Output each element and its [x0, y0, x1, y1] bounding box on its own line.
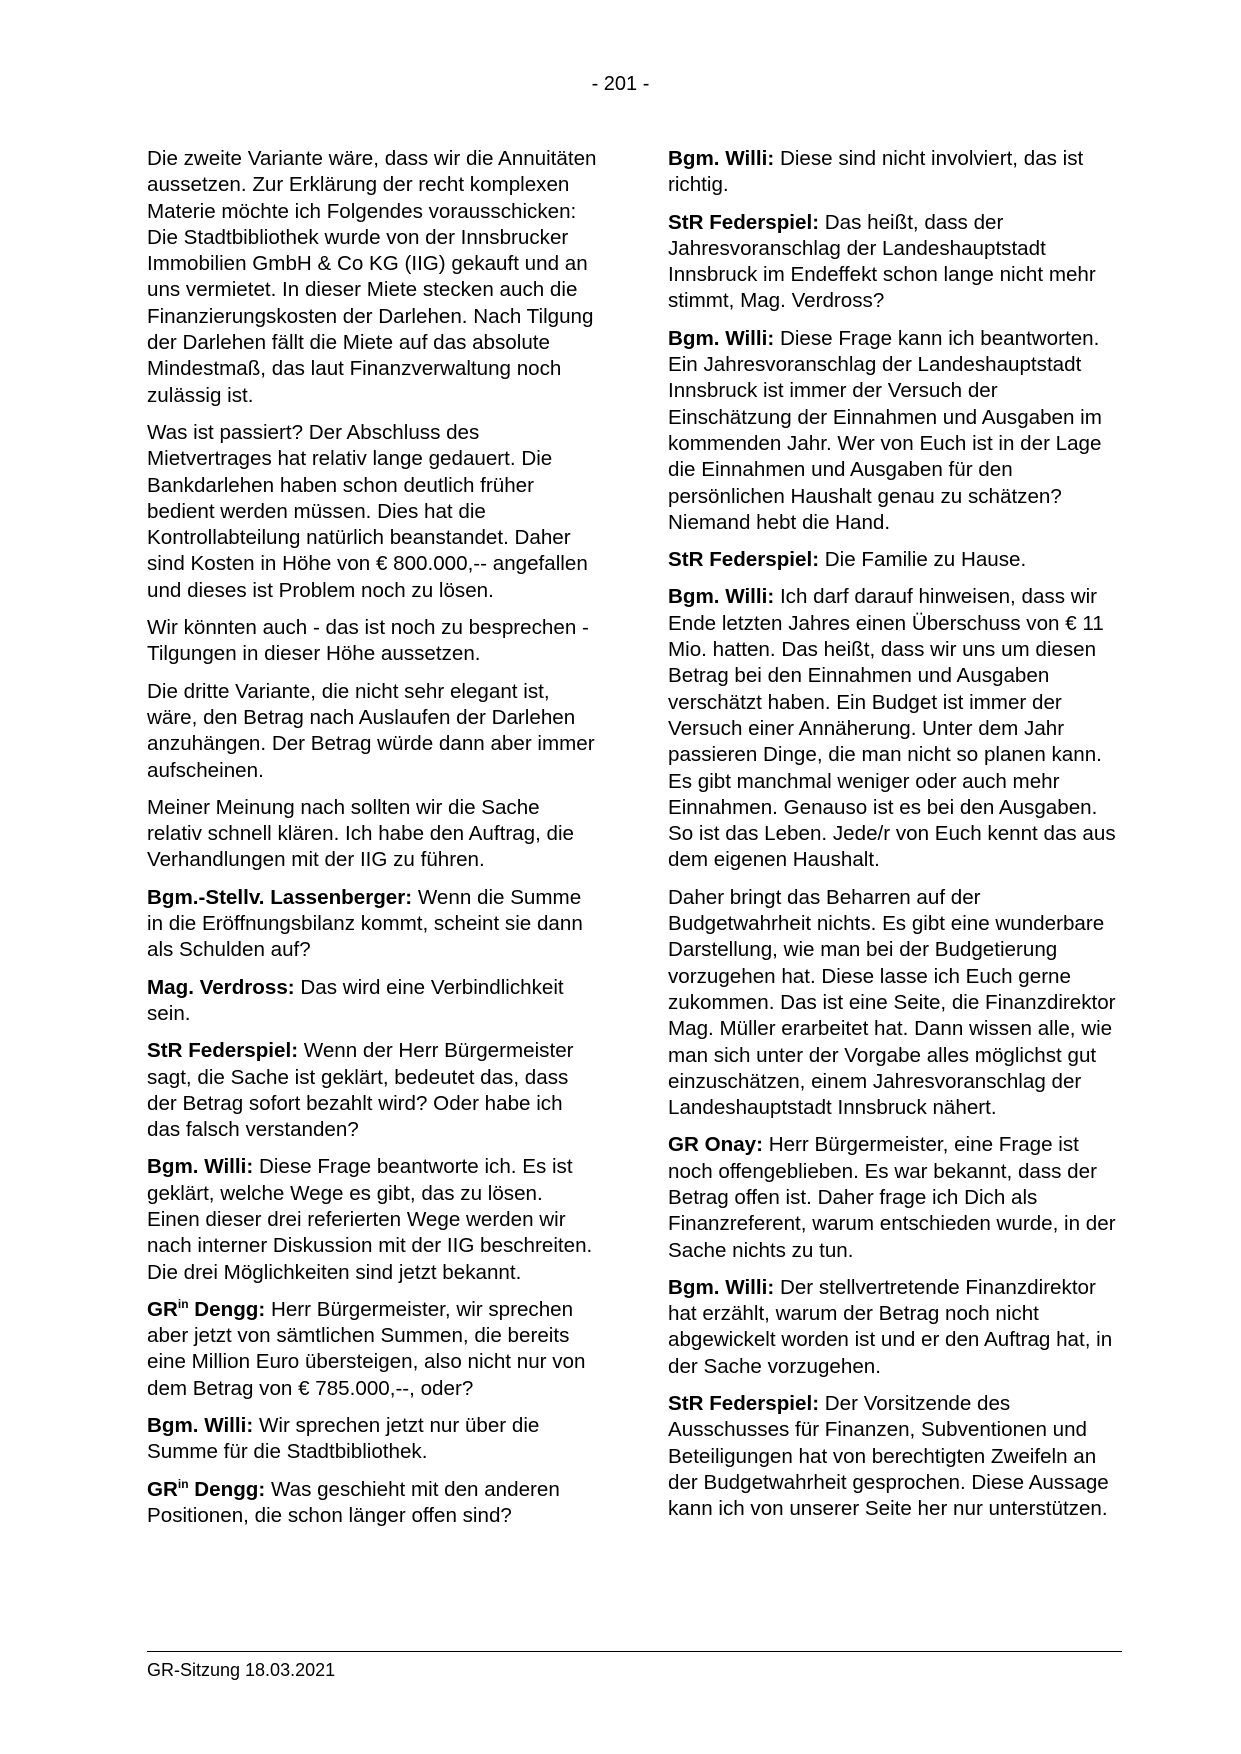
speaker-name: Bgm. Willi: [147, 1414, 254, 1438]
speaker-name: Bgm. Willi: [668, 585, 775, 609]
speech-text: Der Vorsitzende des Ausschusses für Finanzen, Subventionen und Beteiligungen hat von berechtigten Zweifeln an der Budgetwahrheit gesprochen. Diese Aussage kann ich von unserer Seite her nur unterstützen. [668, 1392, 1109, 1521]
speech-paragraph [668, 146, 1120, 199]
speaker-name [147, 1478, 265, 1501]
speaker-title-suffix: in [177, 1476, 189, 1491]
speech-text: Herr Bürgermeister, eine Frage ist noch offengeblieben. Es war bekannt, dass der Betrag offen ist. Daher frage ich Dich als Finanzreferent, warum entschieden wurde, in der Sache nichts zu tun. [668, 1133, 1116, 1262]
speech-text: Ich darf darauf hinweisen, dass wir Ende letzten Jahres einen Überschuss von € 11 Mio. hatten. Das heißt, dass wir uns um diesen Betrag bei den Einnahmen und Ausgaben verschätzt haben. Ein Budget ist immer der Versuch einer Annäherung. Unter dem Jahr passieren Dinge, die man nicht so planen kann. Es gibt manchmal weniger oder auch mehr Einnahmen. Genauso ist es bei den Ausgaben. So ist das Leben. Jede/r von Euch kennt das aus dem eigenen Haushalt. [668, 585, 1116, 872]
speech-paragraph [668, 1391, 1120, 1522]
speech-text: Wenn die Summe in die Eröffnungsbilanz kommt, scheint sie dann als Schulden auf? [147, 885, 583, 962]
speech-text: Das wird eine Verbindlichkeit sein. [147, 975, 564, 1025]
speech-paragraph [147, 1477, 599, 1530]
speaker-surname: Dengg: [188, 1477, 266, 1501]
speaker-surname: Dengg: [188, 1297, 266, 1321]
speech-text: Das heißt, dass der Jahresvoranschlag der Landeshauptstadt Innsbruck im Endeffekt schon lange nicht mehr stimmt, Mag. Verdross? [668, 210, 1096, 313]
speech-paragraph [147, 1038, 599, 1143]
speaker-name: Bgm. Willi: [668, 326, 775, 350]
paragraph [147, 146, 599, 409]
speaker-name: StR Federspiel: [668, 548, 820, 572]
speaker-name: GR Onay: [668, 1133, 763, 1157]
paragraph-text: Die zweite Variante wäre, dass wir die Annuitäten aussetzen. Zur Erklärung der recht komplexen Materie möchte ich Folgendes vorausschicken: Die Stadtbibliothek wurde von der Innsbrucker Immobilien GmbH & Co KG (IIG) gekauft und an uns vermietet. In dieser Miete stecken auch die Finanzierungskosten der Darlehen. Nach Tilgung der Darlehen fällt die Miete auf das absolute Mindestmaß, das laut Finanzverwaltung noch zulässig ist. [147, 147, 597, 407]
speech-paragraph [147, 975, 599, 1028]
left-column [147, 146, 599, 1540]
speech-paragraph [668, 584, 1120, 873]
footer-divider [147, 1651, 1122, 1652]
speech-paragraph [668, 1132, 1120, 1263]
paragraph [147, 420, 599, 604]
paragraph [147, 615, 599, 668]
speaker-title: GR [147, 1477, 178, 1501]
speaker-name: StR Federspiel: [668, 1392, 820, 1416]
speech-text: Diese Frage beantworte ich. Es ist geklärt, welche Wege es gibt, das zu lösen. Einen dieser drei referierten Wege werden wir nach interner Diskussion mit der IIG beschreiten. Die drei Möglichkeiten sind jetzt bekannt. [147, 1155, 593, 1284]
speaker-name: Bgm. Willi: [668, 1275, 775, 1299]
speaker-title: GR [147, 1297, 178, 1321]
paragraph [147, 679, 599, 784]
speaker-title-suffix: in [177, 1297, 189, 1312]
speech-paragraph [668, 547, 1120, 573]
speech-paragraph [668, 1275, 1120, 1380]
speaker-name: Bgm. Willi: [147, 1155, 254, 1179]
speaker-name: Bgm.-Stellv. Lassenberger: [147, 885, 413, 909]
speaker-name: StR Federspiel: [668, 210, 820, 234]
footer-session-date: GR-Sitzung 18.03.2021 [147, 1660, 336, 1680]
speech-text: Diese Frage kann ich beantworten. Ein Jahresvoranschlag der Landeshauptstadt Innsbruck ist immer der Versuch der Einschätzung der Einnahmen und Ausgaben im kommenden Jahr. Wer von Euch ist in der Lage die Einnahmen und Ausgaben für den persönlichen Haushalt genau zu schätzen? Niemand hebt die Hand. [668, 326, 1102, 534]
speech-text: Wenn der Herr Bürgermeister sagt, die Sache ist geklärt, bedeutet das, dass der Betrag sofort bezahlt wird? Oder habe ich das falsch verstanden? [147, 1039, 574, 1142]
speech-text: Herr Bürgermeister, wir sprechen aber jetzt von sämtlichen Summen, die bereits eine Million Euro übersteigen, also nicht nur von dem Betrag von € 785.000,--, oder? [147, 1297, 586, 1400]
page-number: - 201 - [591, 73, 650, 95]
speech-paragraph [668, 210, 1120, 315]
right-column [668, 146, 1120, 1534]
speaker-name: Mag. Verdross: [147, 975, 295, 999]
speech-paragraph [147, 1154, 599, 1285]
speech-text: Wir sprechen jetzt nur über die Summe für die Stadtbibliothek. [147, 1414, 540, 1464]
speech-text: Diese sind nicht involviert, das ist richtig. [668, 147, 1084, 197]
speech-text: Die Familie zu Hause. [819, 548, 1027, 572]
speech-paragraph [668, 326, 1120, 536]
paragraph-text: Was ist passiert? Der Abschluss des Mietvertrages hat relativ lange gedauert. Die Bankdarlehen haben schon deutlich früher bedient werden müssen. Dies hat die Kontrollabteilung natürlich beanstandet. Daher sind Kosten in Höhe von € 800.000,-- angefallen und dieses ist Problem noch zu lösen. [147, 420, 588, 602]
paragraph-text: Daher bringt das Beharren auf der Budgetwahrheit nichts. Es gibt eine wunderbare Darstellung, wie man bei der Budgetierung vorzugehen hat. Diese lasse ich Euch gerne zukommen. Das ist eine Seite, die Finanzdirektor Mag. Müller erarbeitet hat. Dann wissen alle, wie man sich unter der Vorgabe alles möglichst gut einzuschätzen, einem Jahresvoranschlag der Landeshauptstadt Innsbruck nähert. [668, 885, 1116, 1120]
paragraph-text: Wir könnten auch - das ist noch zu besprechen - Tilgungen in dieser Höhe aussetzen. [147, 616, 589, 666]
speaker-name: Bgm. Willi: [668, 147, 775, 170]
paragraph-text: Die dritte Variante, die nicht sehr elegant ist, wäre, den Betrag nach Auslaufen der Darlehen anzuhängen. Der Betrag würde dann aber immer aufscheinen. [147, 679, 595, 782]
paragraph-text: Meiner Meinung nach sollten wir die Sache relativ schnell klären. Ich habe den Auftrag, die Verhandlungen mit der IIG zu führen. [147, 795, 575, 872]
speech-text: Was geschieht mit den anderen Positionen, die schon länger offen sind? [147, 1477, 560, 1527]
speech-paragraph [147, 1413, 599, 1466]
paragraph [668, 885, 1120, 1122]
speech-text: Der stellvertretende Finanzdirektor hat erzählt, warum der Betrag noch nicht abgewickelt worden ist und er den Auftrag hat, in der Sache vorzugehen. [668, 1275, 1113, 1378]
paragraph [147, 795, 599, 874]
speech-paragraph [147, 1297, 599, 1402]
speech-paragraph [147, 885, 599, 964]
speaker-name: StR Federspiel: [147, 1039, 299, 1063]
speaker-name [147, 1298, 265, 1321]
